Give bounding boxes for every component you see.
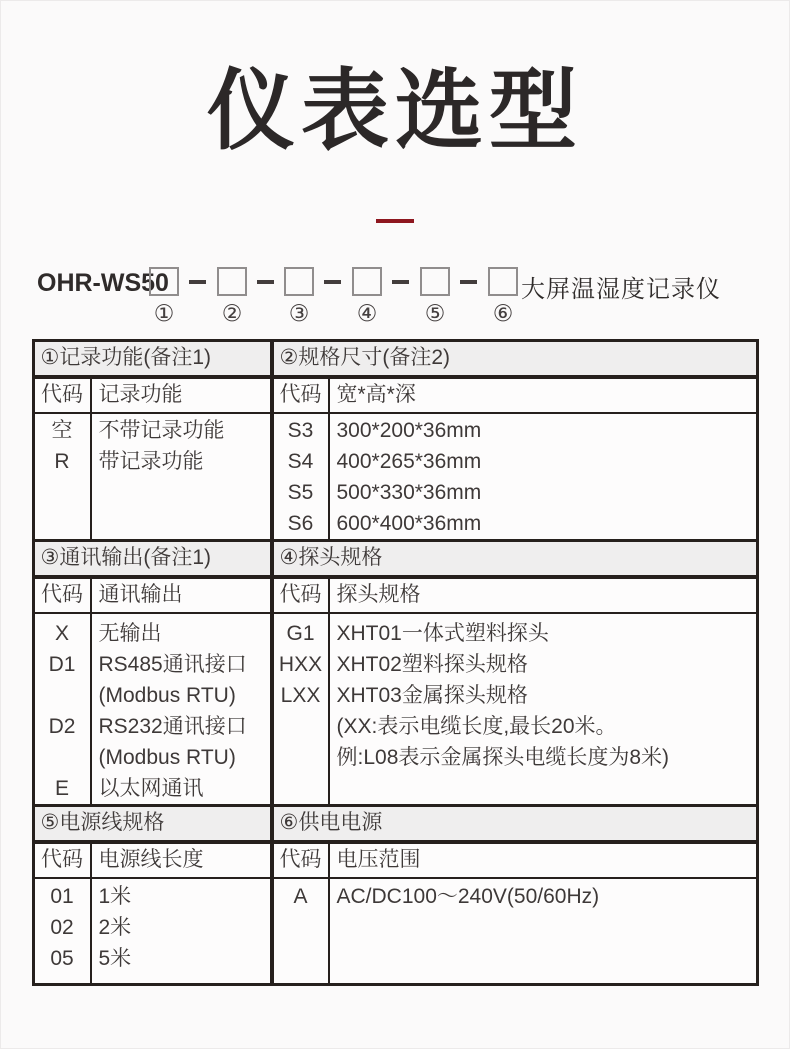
desc-cell: 300*200*36mm	[336, 419, 482, 442]
sub-header-row-1	[35, 379, 756, 414]
code-cell	[274, 742, 328, 773]
desc-cell: (Modbus RTU)	[98, 746, 236, 769]
desc-cell: RS485通讯接口	[98, 653, 247, 676]
desc-cell: XHT01一体式塑料探头	[336, 622, 549, 645]
code-cell: D2	[48, 715, 76, 738]
code-header: 代码	[35, 579, 92, 612]
code-cell	[35, 742, 90, 773]
sub-header-row-2	[35, 579, 756, 614]
code-cell: D1	[48, 653, 76, 676]
desc-cell: AC/DC100～240V(50/60Hz)	[336, 885, 600, 908]
section-title-probe: ④探头规格	[279, 546, 383, 569]
dash-separator	[324, 280, 341, 284]
model-suffix: 大屏温湿度记录仪	[521, 276, 721, 303]
desc-cell: XHT02塑料探头规格	[336, 653, 528, 676]
section-header-row-3	[35, 807, 756, 844]
dash-separator	[392, 280, 409, 284]
section-header-row-1	[35, 342, 756, 379]
code-header: 代码	[274, 379, 330, 412]
desc-cell: 例:L08表示金属探头电缆长度为8米)	[336, 746, 670, 769]
desc-cell: 400*265*36mm	[336, 450, 482, 473]
slot-number-1: ①	[153, 300, 175, 326]
model-slot-box-4	[352, 267, 382, 296]
desc-cell: 5米	[98, 947, 132, 970]
code-cell: E	[54, 777, 69, 800]
data-block-1	[35, 414, 756, 542]
desc-cell: 以太网通讯	[98, 777, 204, 800]
desc-cell: 600*400*36mm	[336, 512, 482, 535]
section-title-power-cord: ⑤电源线规格	[35, 807, 274, 840]
desc-cell: 500*330*36mm	[336, 481, 482, 504]
desc-cell: RS232通讯接口	[98, 715, 247, 738]
desc-cell: 带记录功能	[98, 450, 204, 473]
dash-separator	[257, 280, 274, 284]
desc-cell: (XX:表示电缆长度,最长20米。	[336, 715, 617, 738]
desc-header: 宽*高*深	[336, 383, 416, 406]
code-cell: 05	[50, 947, 74, 970]
model-slot-box-5	[420, 267, 450, 296]
desc-header: 探头规格	[336, 583, 421, 606]
slot-number-5: ⑤	[424, 300, 446, 326]
section-title-power-supply: ⑥供电电源	[279, 811, 383, 834]
code-cell: R	[54, 450, 70, 473]
model-slot-box-2	[217, 267, 247, 296]
desc-cell: 2米	[98, 916, 132, 939]
desc-header: 电压范围	[336, 848, 421, 871]
code-cell: S5	[287, 481, 314, 504]
desc-header: 记录功能	[98, 383, 183, 406]
code-cell: S3	[287, 419, 314, 442]
data-block-3	[35, 879, 756, 983]
code-cell	[274, 711, 328, 742]
slot-number-6: ⑥	[492, 300, 514, 326]
code-cell: LXX	[280, 684, 321, 707]
model-slot-box-3	[284, 267, 314, 296]
model-prefix: OHR-WS50	[37, 269, 169, 297]
section-title-comm: ③通讯输出(备注1)	[35, 542, 274, 575]
code-cell: 02	[50, 916, 74, 939]
data-block-2	[35, 614, 756, 807]
code-header: 代码	[274, 844, 330, 877]
selection-table	[32, 339, 759, 986]
sub-header-row-3	[35, 844, 756, 879]
code-cell: HXX	[278, 653, 323, 676]
section-header-row-2	[35, 542, 756, 579]
model-slot-box-1	[149, 267, 179, 296]
code-cell: 01	[50, 885, 74, 908]
desc-header: 电源线长度	[98, 848, 204, 871]
section-title-size: ②规格尺寸(备注2)	[279, 346, 450, 369]
code-cell: S6	[287, 512, 314, 535]
model-slot-box-6	[488, 267, 518, 296]
code-cell: G1	[286, 622, 315, 645]
code-cell: S4	[287, 450, 314, 473]
desc-cell: 1米	[98, 885, 132, 908]
desc-cell: (Modbus RTU)	[98, 684, 236, 707]
code-cell	[35, 680, 90, 711]
model-code-diagram	[1, 267, 789, 327]
code-cell: 空	[51, 419, 73, 442]
desc-cell: XHT03金属探头规格	[336, 684, 528, 707]
code-header: 代码	[35, 844, 92, 877]
title-accent-divider	[376, 219, 414, 223]
desc-header: 通讯输出	[98, 583, 183, 606]
slot-number-4: ④	[356, 300, 378, 326]
code-cell: A	[293, 885, 308, 908]
code-header: 代码	[35, 379, 92, 412]
slot-number-3: ③	[288, 300, 310, 326]
dash-separator	[460, 280, 477, 284]
desc-cell: 无输出	[98, 622, 162, 645]
code-header: 代码	[274, 579, 330, 612]
desc-cell: 不带记录功能	[98, 419, 225, 442]
code-cell: X	[54, 622, 69, 645]
dash-separator	[189, 280, 206, 284]
slot-number-2: ②	[221, 300, 243, 326]
section-title-record: ①记录功能(备注1)	[35, 342, 274, 375]
page-title: 仪表选型	[206, 61, 583, 160]
